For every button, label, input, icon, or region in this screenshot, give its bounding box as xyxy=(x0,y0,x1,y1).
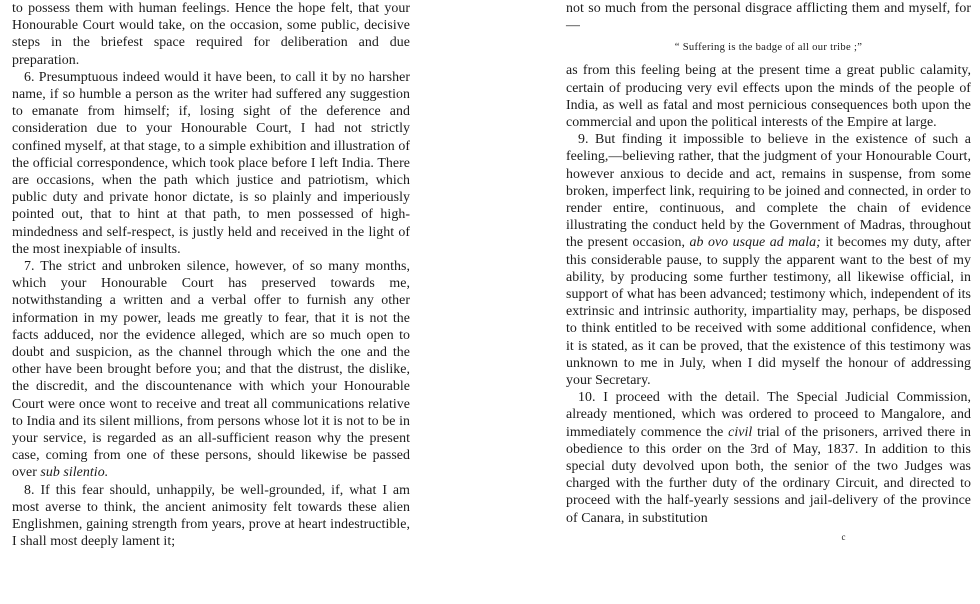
paragraph-7 xyxy=(12,258,410,482)
paragraph-9-italic: ab ovo usque ad mala; xyxy=(689,235,821,251)
paragraph-continuation-left: to possess them with human feelings. Hence the hope felt, that your Honourable Court would take, on the occasion, some public, decisive steps in the briefest space required for deliberation and due preparation. xyxy=(12,1,410,68)
paragraph-9-text-a: 9. But finding it impossible to believe in the existence of such a feeling,—believing rather, that the judgment of your Honourable Court, however anxious to decide and act, remains in suspense, from some broken, imperfect link, requiring to be joined and connected, in order to render entire, continuous, and complete the chain of evidence illustrating the conduct held by the Government of Madras, throughout the present occasion, xyxy=(566,132,971,251)
right-text-column xyxy=(566,0,971,546)
paragraph-10-text-b: trial of the prisoners, arrived there in obedience to this order on the 3rd of May, 1837. In addition to this special duty devolved upon both, the senior of the two Judges was charged with the further duty of the ordinary Circuit, and directed to proceed with the half-yearly sessions and jail-delivery of the province of Canara, in substitution xyxy=(566,424,971,526)
right-page xyxy=(556,0,980,604)
paragraph-10 xyxy=(566,389,971,527)
left-page xyxy=(0,0,422,604)
block-quote: “ Suffering is the badge of all our tribe ;” xyxy=(674,42,863,54)
paragraph-7-italic: sub silentio. xyxy=(40,465,109,481)
paragraph-10-italic: civil xyxy=(728,424,753,440)
left-text-column xyxy=(12,0,410,551)
paragraph-6: 6. Presumptuous indeed would it have been, to call it by no harsher name, if so humble a person as the writer had suffered any suggestion to emanate from himself; if, losing sight of the deference and consideration due to your Honourable Court, I had not strictly confined myself, at that stage, to a simple exhibition and illustration of the official correspondence, which took place before I left India. There are occasions, when the path which justice and patriotism, which public duty and private honor dictate, is so plainly and imperiously pointed out, that to hint at that path, to men possessed of high-mindedness and self-respect, is justly held and received in the light of the most inexpiable of insults. xyxy=(12,69,410,257)
page-gutter xyxy=(422,0,556,604)
paragraph-9-text-b: it becomes my duty, after this considerable pause, to supply the apparent want to the best of my ability, by producing some further testimony, all likewise official, in support of what has been advanced; testimony which, independent of its extrinsic and intrinsic authority, impartiality may, perhaps, be disposed to think entitled to be received with some additional confidence, when it is stated, as it can be proved, that the existence of this testimony was unknown to me in July, when I did myself the honour of addressing your Secretary. xyxy=(566,235,971,389)
paragraph-9 xyxy=(566,131,971,389)
paragraph-10-text-a: 10. I proceed with the detail. The Special Judicial Commission, already mentioned, which was ordered to proceed to Mangalore, and immediately commence the xyxy=(566,390,971,440)
paragraph-8: 8. If this fear should, unhappily, be well-grounded, if, what I am most averse to think, the ancient animosity felt towards these alien Englishmen, gaining strength from years, prove at heart indestructible, I shall most deeply lament it; xyxy=(12,482,410,550)
paragraph-7-text: 7. The strict and unbroken silence, however, of so many months, which your Honourable Court has preserved towards me, notwithstanding a written and a verbal offer to furnish any other information in my power, leads me greatly to fear, that it is not the facts adduced, nor the evidence alleged, which are so much open to doubt and suspicion, as the channel through which the one and the other have been brought before you; and that the distrust, the dislike, the discredit, and the discountenance with which your Honourable Court were once wont to receive and treat all communications relative to India and its silent millions, from persons whose lot it is not to be in your service, is regarded as an all-sufficient reason why the present case, coming from one of these persons, should likewise be passed over xyxy=(12,259,410,481)
paragraph-after-quote: as from this feeling being at the present time a great public calamity, certain of producing very evil effects upon the minds of the people of India, as well as fatal and most pernicious consequences both upon the commercial and upon the political interests of the Empire at large. xyxy=(566,63,971,131)
signature-mark: c xyxy=(841,531,846,542)
paragraph-continuation-right: not so much from the personal disgrace afflicting them and myself, for— xyxy=(566,1,971,34)
